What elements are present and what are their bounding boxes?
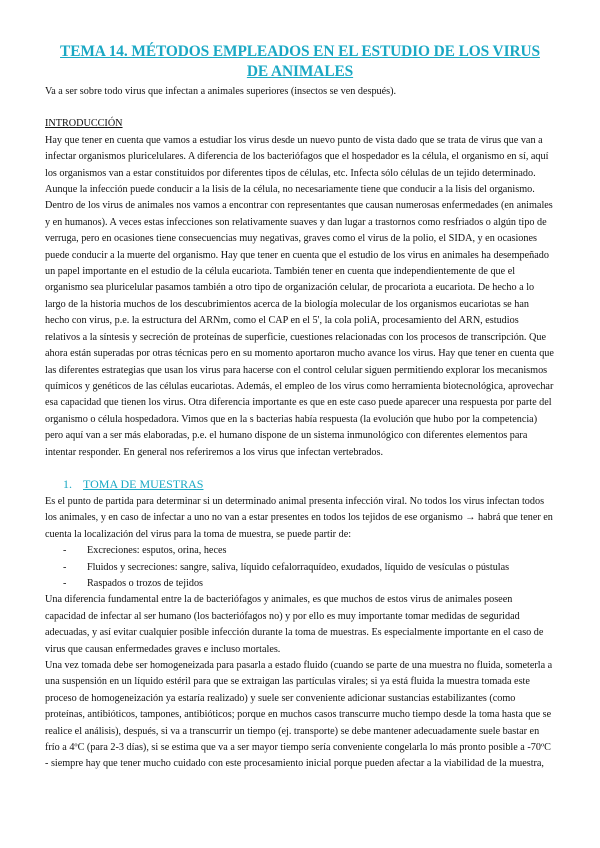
safety-paragraph: Una diferencia fundamental entre la de bacteriófagos y animales, es que muchos de estos virus de animales poseen capacidad de infectar al ser humano (los bacteriófagos no) y por ello es muy importante tomar medidas de seguridad adecuadas, y así evitar cualquier posible infección durante la toma de muestras. Es especialmente importante en el caso de virus que causan enfermedades graves e incluso mortales.: [45, 594, 544, 655]
section-title: TOMA DE MUESTRAS: [83, 476, 204, 491]
list-item-text: Excreciones: esputos, orina, heces: [87, 545, 227, 557]
sample-types-list: [45, 543, 555, 592]
list-item: - Fluidos y secreciones: sangre, saliva, líquido cefalorraquídeo, exudados, líquido de vesículas o pústulas: [63, 560, 555, 576]
list-item: - Excreciones: esputos, orina, heces: [63, 543, 555, 559]
section-number: 1.: [63, 476, 72, 491]
list-item: - Raspados o trozos de tejidos: [63, 576, 555, 592]
document-title: TEMA 14. MÉTODOS EMPLEADOS EN EL ESTUDIO DE LOS VIRUS DE ANIMALES: [60, 43, 540, 80]
introduccion-heading: INTRODUCCIÓN: [45, 118, 123, 130]
list-item-text: Fluidos y secreciones: sangre, saliva, líquido cefalorraquídeo, exudados, líquido de vesículas o pústulas: [87, 561, 510, 573]
intro-paragraph: Va a ser sobre todo virus que infectan a animales superiores (insectos se ven después).: [45, 86, 397, 97]
processing-paragraph: Una vez tomada debe ser homogeneizada para pasarla a estado fluido (cuando se parte de una muestra no fluida, someterla a una suspensión en un líquido estéril para que se extraigan las partículas virales; si ya está fluida la muestra tomada este proceso de homogeneización ya estaría realizado) y suele ser conveniente adicionar sustancias estabilizantes (como proteínas, antibióticos, tampones, antibióticos; porque en muchos casos transcurre mucho tiempo desde la toma hasta que se realice el análisis), después, si va a transcurrir un tiempo (ej. transporte) se debe mantener adecuadamente suele bastar en frío a 4ºC (para 2-3 días), si se estima que va a ser mayor tiempo sería conveniente congelarla lo más pronto posible a -70ºC - siempre hay que tener mucho cuidado con este procesamiento inicial porque pueden afectar a la viabilidad de la muestra,: [45, 660, 553, 770]
list-item-text: Raspados o trozos de tejidos: [87, 577, 204, 589]
section-heading: [45, 475, 555, 493]
section-lead-paragraph: Es el punto de partida para determinar si un determinado animal presenta infección viral. No todos los virus infectan todos los animales, y en caso de infectar a uno no van a estar presentes en todos los tejidos de ese organismo → habrá que tener en cuenta la localización del virus para la toma de muestra, se puede partir de:: [45, 495, 553, 540]
introduccion-section: [45, 116, 555, 461]
toma-de-muestras-section: [45, 475, 555, 773]
introduccion-text: Hay que tener en cuenta que vamos a estudiar los virus desde un nuevo punto de vista dado que se trata de virus que van a infectar organismos pluricelulares. A diferencia de los bacteriófagos que el hospedador es la célula, el organismo en sí, aquí los organismos van a estar constituidos por diferentes tipos de células, etc. Infecta sólo células de un tejido determinado. Aunque la infección puede conducir a la lisis de la célula, no necesariamente tiene que conducir a la lisis del organismo. Dentro de los virus de animales nos vamos a encontrar con representantes que causan numerosas enfermedades (en animales y en humanos). A veces estas infecciones son relativamente suaves y dan lugar a trastornos como resfriados o algún tipo de verruga, pero en ocasiones tiene consecuencias muy negativas, graves como el virus de la polio, el SIDA, y en ocasiones puede conducir a la muerte del organismo. Hay que tener en cuenta que el estudio de los virus en animales ha desempeñado un papel importante en el estudio de la célula eucariota. También tener en cuenta que independientemente de que el organismo sea pluricelular pasamos también a otro tipo de organización celular, de procariota a eucariota. De hecho a lo largo de la historia muchos de los descubrimientos acerca de la biología molecular de los organismos eucariotas se han hecho con virus, p.e. la estructura del ARNm, como el CAP en el 5', la cola poliA, procesamiento del ARN, estudios relativos a la síntesis y secreción de proteínas de superficie, cuestiones relacionadas con los procesos de transcripción. Que ahora están superadas por otras técnicas pero en su momento aportaron mucho avance los virus. Hay que tener en cuenta que las diferentes estrategias que usan los virus para hacerse con el control celular siguen permitiendo explorar los mecanismos químicos y genéticos de las células eucariotas. Además, el empleo de los virus como herramienta biotecnológica, aprovechar esa capacidad que tienen los virus. Otra diferencia importante es que en este caso puede aparecer una respuesta por parte del organismo o célula hospedadora. Vimos que en la s bacterias había respuesta (la evolución que hubo por la competencia) pero aquí van a ser más elaboradas, p.e. el humano dispone de un sistema inmunológico con diferentes elementos para intentar responder. En general nos referiremos a los virus que infectan vertebrados.: [45, 134, 554, 458]
